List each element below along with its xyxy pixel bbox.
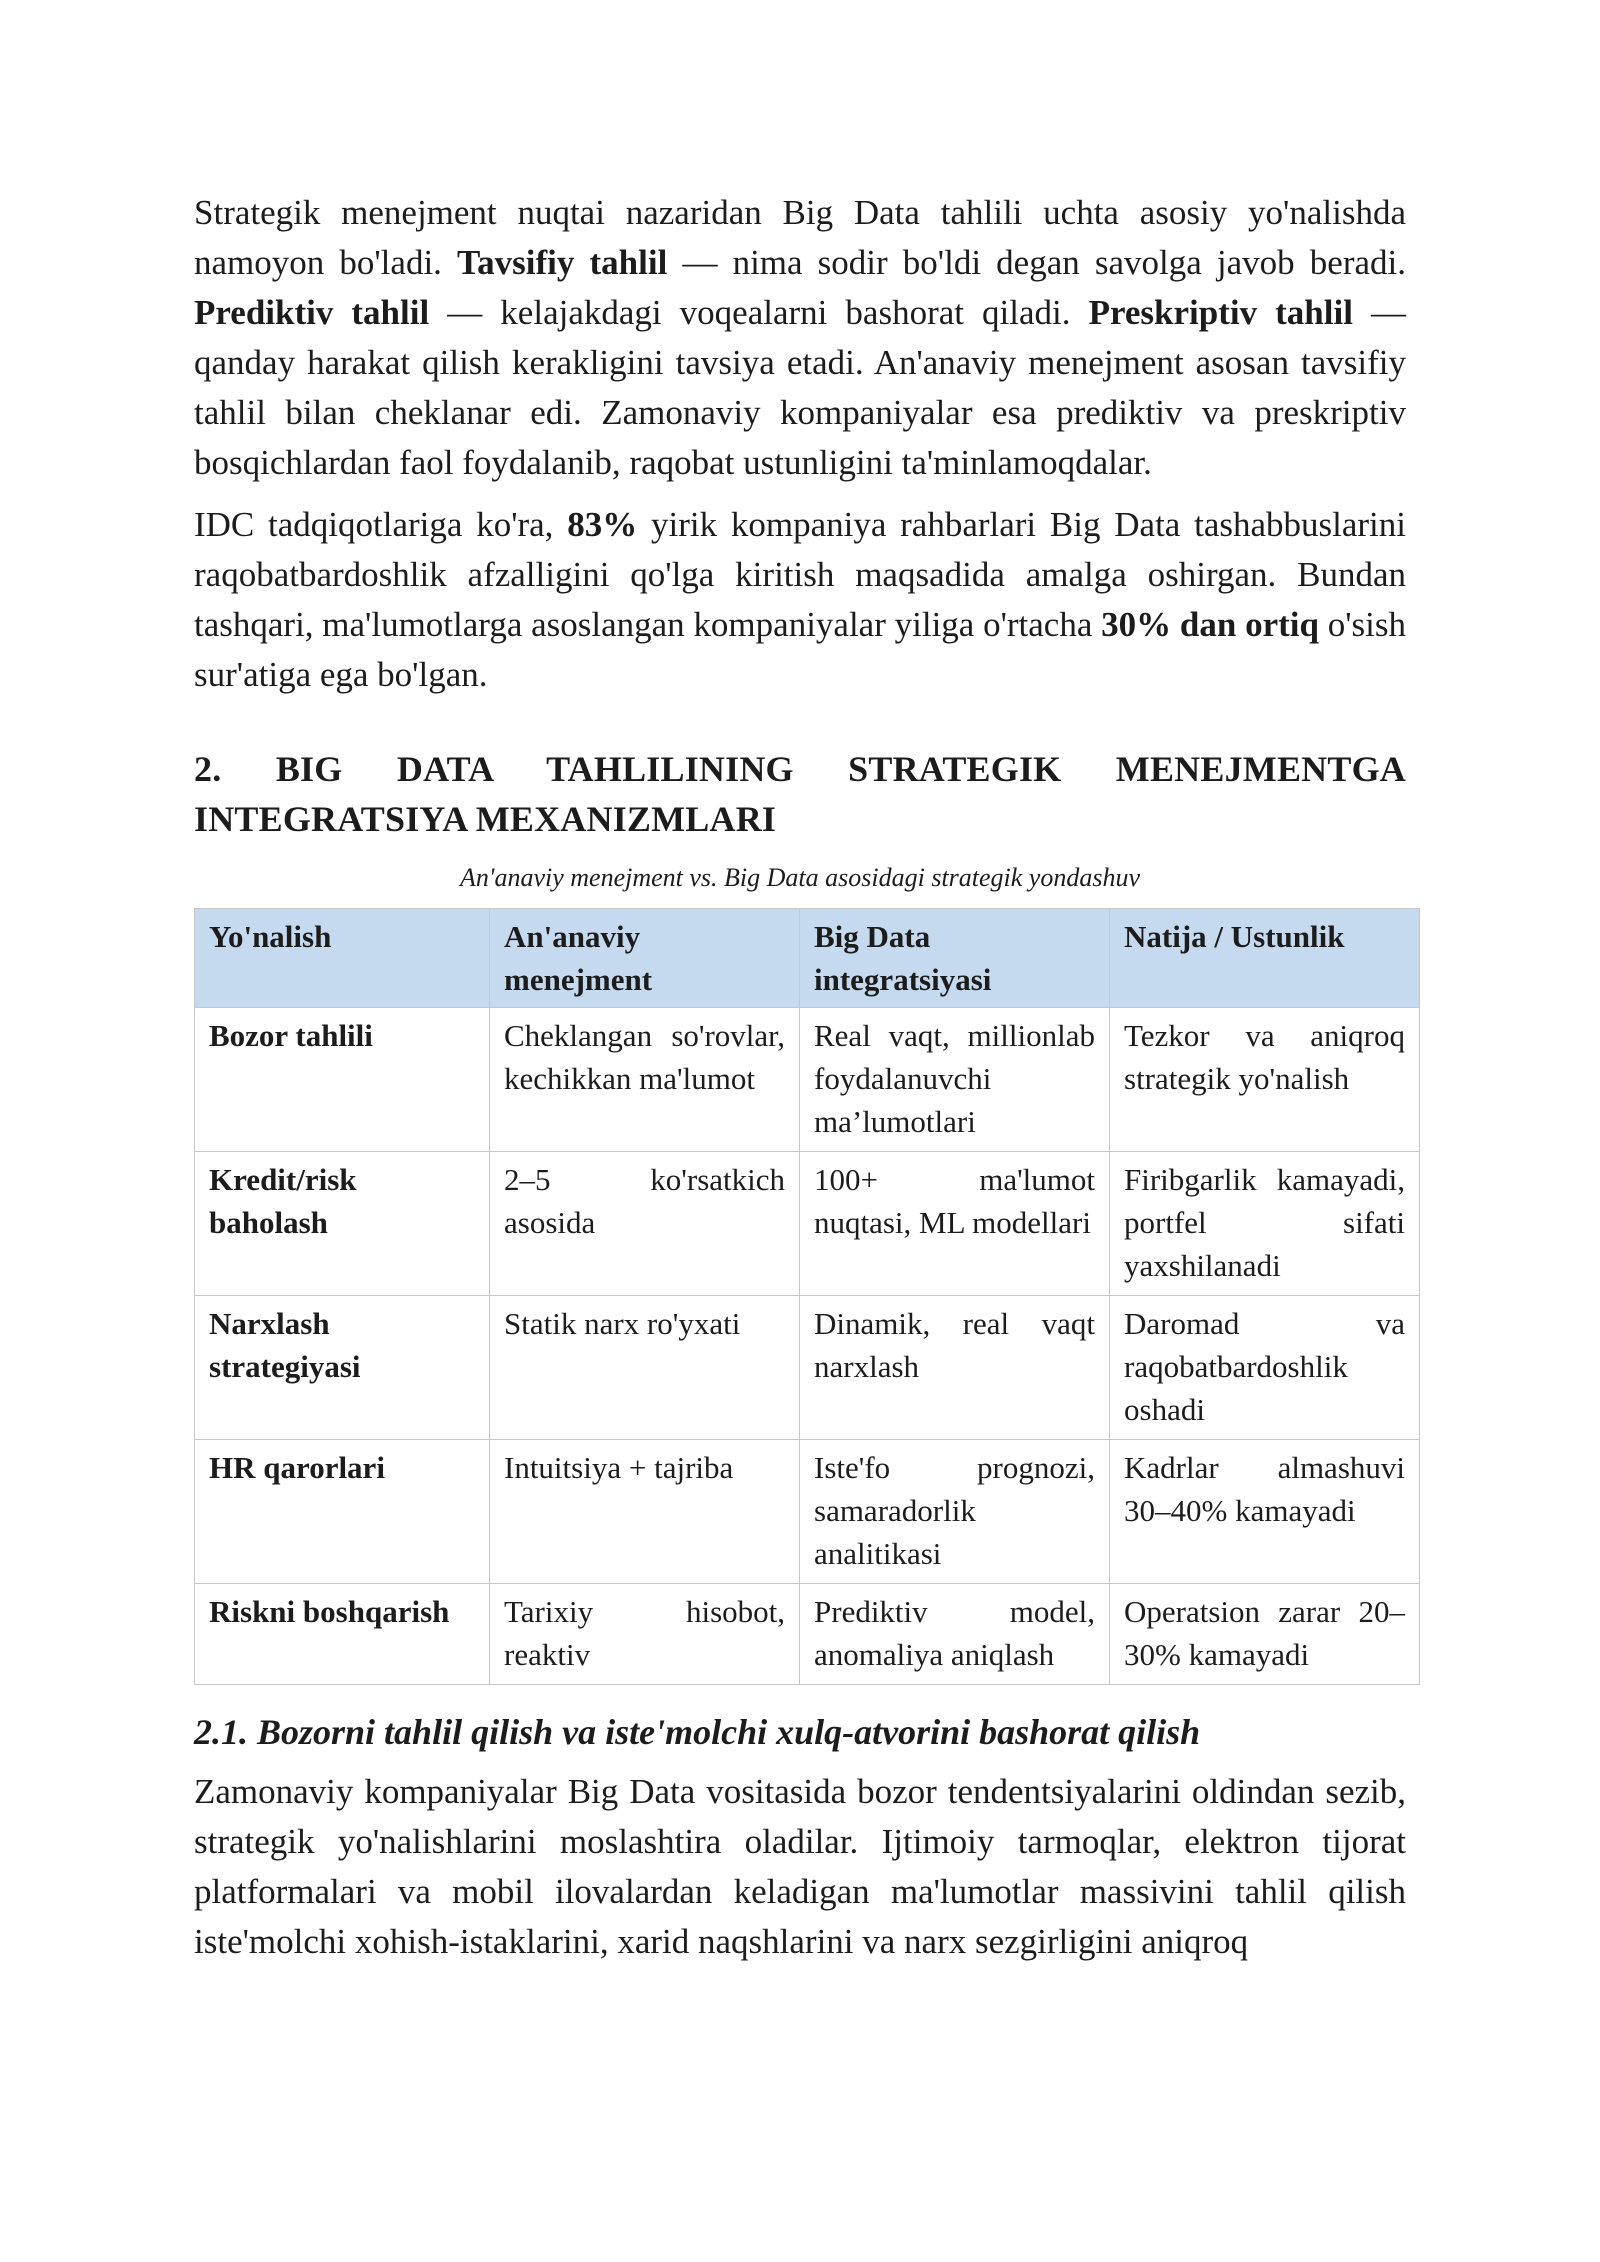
table-caption: An'anaviy menejment vs. Big Data asosidagi strategik yondashuv [460, 863, 1140, 892]
document-page [194, 188, 1406, 1967]
bold-stat: 30% dan ortiq [1101, 605, 1319, 644]
table-row-header: Riskni boshqarish [195, 1584, 490, 1685]
table-cell: 2–5 ko'rsatkich asosida [490, 1152, 800, 1296]
table-cell: Iste'fo prognozi, samaradorlik analitikasi [800, 1440, 1110, 1584]
paragraph-text: — kelajakdagi voqealarni bashorat qiladi. [429, 293, 1089, 332]
table-row [195, 1440, 1420, 1584]
table-cell: Prediktiv model, anomaliya aniqlash [800, 1584, 1110, 1685]
table-cell: Tezkor va aniqroq strategik yo'nalish [1110, 1008, 1420, 1152]
table-header-row [195, 909, 1420, 1008]
table-cell: Dinamik, real vaqt narxlash [800, 1296, 1110, 1440]
table-cell: Tarixiy hisobot, reaktiv [490, 1584, 800, 1685]
paragraph-text: IDC tadqiqotlariga ko'ra, [194, 505, 568, 544]
paragraph-text: yirik kompaniya rahbarlari Big Data tashabbuslarini raqobatbardoshlik afzalligini qo'lga kiritish maqsadida amalga oshirgan. Bundan tashqari, ma'lumotlarga asoslangan kompaniyalar yiliga o'rtacha [194, 505, 1406, 644]
table-cell: Statik narx ro'yxati [490, 1296, 800, 1440]
section-heading: 2. BIG DATA TAHLILINING STRATEGIK MENEJMENTGA INTEGRATSIYA MEXANIZMLARI [194, 749, 1406, 839]
paragraph-analytics-types [194, 188, 1406, 488]
table-header-cell: Natija / Ustunlik [1110, 909, 1420, 1008]
paragraph-text: — qanday harakat qilish kerakligini tavsiya etadi. An'anaviy menejment asosan tavsifiy tahlil bilan cheklanar edi. Zamonaviy kompaniyalar esa prediktiv va preskriptiv bosqichlardan faol foydalanib, raqobat ustunligini ta'minlamoqdalar. [194, 293, 1406, 482]
paragraph-text: Strategik menejment nuqtai nazaridan Big Data tahlili uchta asosiy yo'nalishda namoyon bo'ladi. [194, 193, 1406, 282]
table-cell: Kadrlar almashuvi 30–40% kamayadi [1110, 1440, 1420, 1584]
table-row [195, 1584, 1420, 1685]
table-row-header: Narxlash strategiyasi [195, 1296, 490, 1440]
table-cell: Daromad va raqobatbardoshlik oshadi [1110, 1296, 1420, 1440]
table-row-header: Bozor tahlili [195, 1008, 490, 1152]
table-row [195, 1008, 1420, 1152]
subsection-heading: 2.1. Bozorni tahlil qilish va iste'molchi xulq-atvorini bashorat qilish [194, 1712, 1201, 1752]
table-cell: 100+ ma'lumot nuqtasi, ML modellari [800, 1152, 1110, 1296]
paragraph-market-analysis: Zamonaviy kompaniyalar Big Data vositasida bozor tendentsiyalarini oldindan sezib, strategik yo'nalishlarini moslashtira oladilar. Ijtimoiy tarmoqlar, elektron tijorat platformalari va mobil ilovalardan keladigan ma'lumotlar massivini tahlil qilish iste'molchi xohish-istaklarini, xarid naqshlarini va narx sezgirligini aniqroq [194, 1772, 1406, 1961]
table-cell: Intuitsiya + tajriba [490, 1440, 800, 1584]
table-header-cell: An'anaviy menejment [490, 909, 800, 1008]
table-row [195, 1152, 1420, 1296]
table-cell: Firibgarlik kamayadi, portfel sifati yaxshilanadi [1110, 1152, 1420, 1296]
paragraph-idc-research [194, 500, 1406, 700]
table-row-header: Kredit/risk baholash [195, 1152, 490, 1296]
bold-term: Tavsifiy tahlil [457, 243, 668, 282]
bold-term: Prediktiv tahlil [194, 293, 430, 332]
table-cell: Real vaqt, millionlab foydalanuvchi ma’lumotlari [800, 1008, 1110, 1152]
table-header-cell: Yo'nalish [195, 909, 490, 1008]
bold-term: Preskriptiv tahlil [1088, 293, 1353, 332]
bold-stat: 83% [567, 505, 638, 544]
table-header-cell: Big Data integratsiyasi [800, 909, 1110, 1008]
table-row-header: HR qarorlari [195, 1440, 490, 1584]
table-cell: Cheklangan so'rovlar, kechikkan ma'lumot [490, 1008, 800, 1152]
paragraph-text: — nima sodir bo'ldi degan savolga javob beradi. [667, 243, 1406, 282]
table-cell: Operatsion zarar 20–30% kamayadi [1110, 1584, 1420, 1685]
paragraph-text: o'sish sur'atiga ega bo'lgan. [194, 605, 1406, 694]
comparison-table [194, 908, 1420, 1685]
table-row [195, 1296, 1420, 1440]
